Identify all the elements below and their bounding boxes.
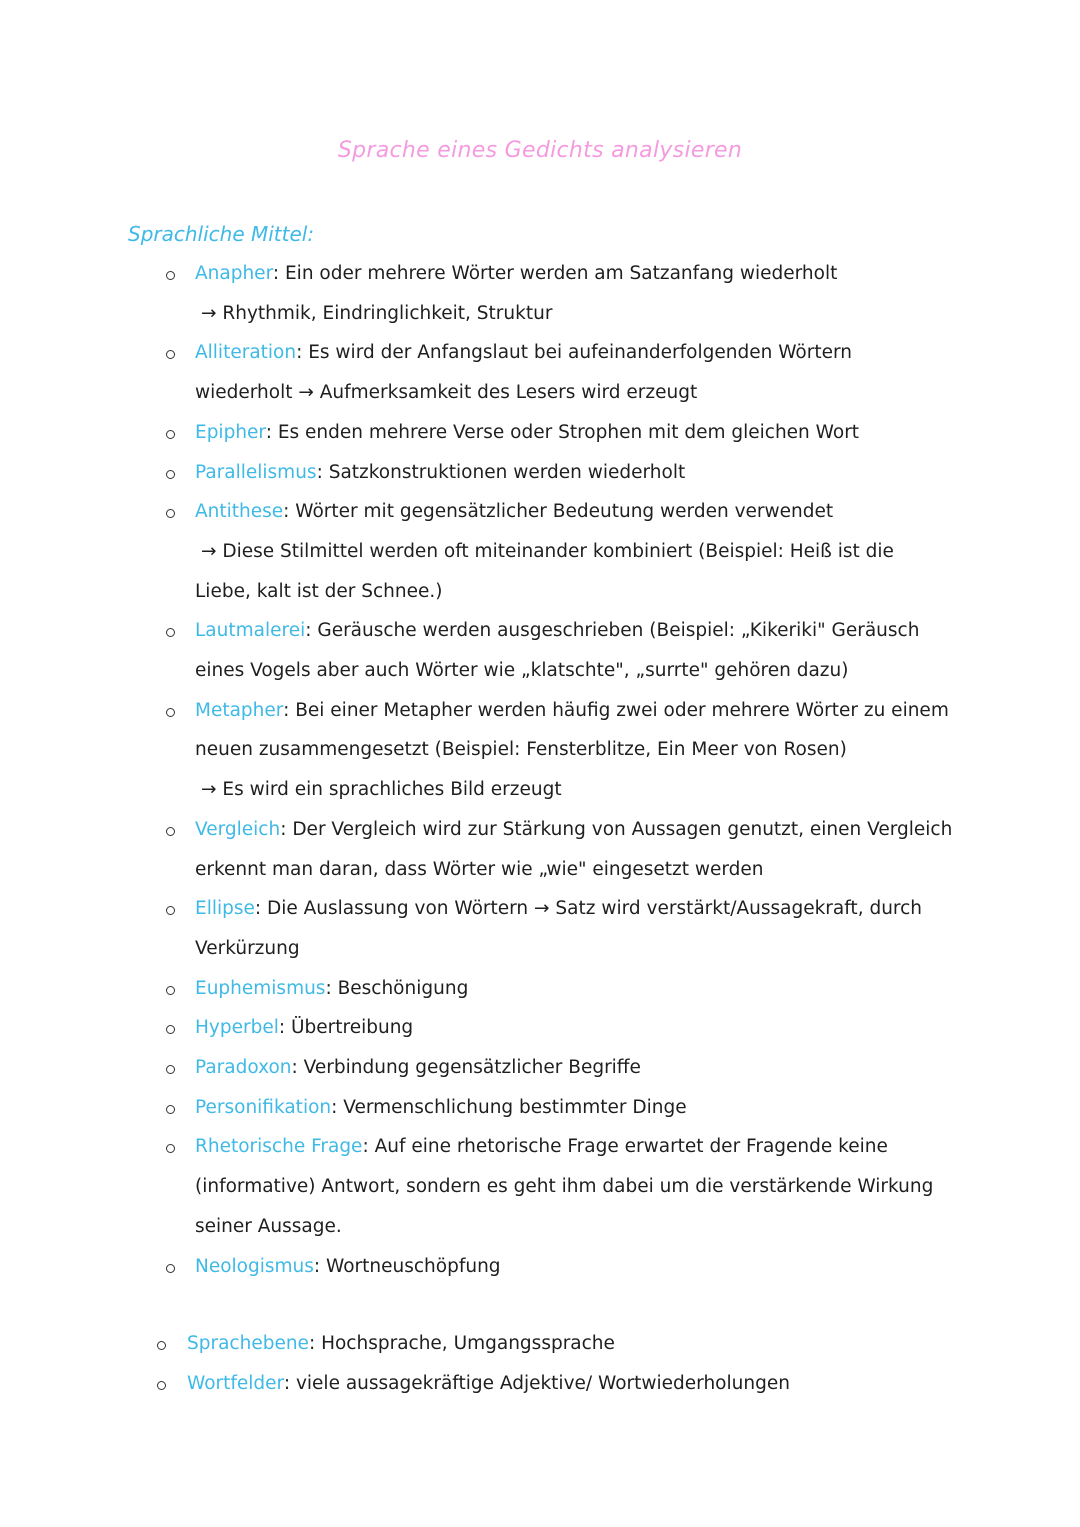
term-definition-continued: seiner Aussage. bbox=[195, 1215, 342, 1237]
bullet-marker bbox=[166, 906, 175, 915]
list-item-line bbox=[195, 1135, 888, 1159]
list-item-line bbox=[195, 858, 764, 882]
term-definition: Die Auslassung von Wörtern → Satz wird verstärkt/Aussagekraft, durch bbox=[267, 898, 923, 920]
term-label: Vergleich bbox=[195, 818, 281, 840]
list-item-line bbox=[195, 381, 697, 405]
term-definition-continued: erkennt man daran, dass Wörter wie „wie" eingesetzt werden bbox=[195, 858, 764, 880]
term-definition-continued: eines Vogels aber auch Wörter wie „klatschte", „surrte" gehören dazu) bbox=[195, 660, 849, 681]
term-definition-continued: (informative) Antwort, sondern es geht ihm dabei um die verstärkende Wirkung bbox=[195, 1176, 934, 1198]
bullet-marker bbox=[157, 1381, 166, 1390]
term-label: Rhetorische Frage bbox=[195, 1136, 363, 1158]
term-definition-continued: → Diese Stilmittel werden oft miteinander kombiniert (Beispiel: Heiß ist die bbox=[201, 540, 894, 562]
term-label: Epipher bbox=[195, 421, 266, 443]
list-item-line bbox=[201, 302, 552, 326]
term-label: Euphemismus bbox=[195, 977, 326, 999]
term-definition: Ein oder mehrere Wörter werden am Satzanfang wiederholt bbox=[284, 263, 838, 284]
list-item-line bbox=[195, 619, 919, 643]
bullet-marker bbox=[166, 430, 175, 439]
term-label: Paradoxon bbox=[195, 1057, 292, 1078]
term-label: Hyperbel bbox=[195, 1017, 279, 1039]
list-item-line bbox=[195, 1175, 933, 1199]
term-definition: Beschönigung bbox=[337, 977, 469, 999]
list-item-line bbox=[195, 580, 442, 604]
term-separator: : bbox=[291, 1057, 304, 1078]
term-label: Ellipse bbox=[195, 898, 255, 920]
list-item-line bbox=[187, 1332, 615, 1356]
term-definition: Es enden mehrere Verse oder Strophen mit dem gleichen Wort bbox=[277, 421, 860, 443]
term-definition: Übertreibung bbox=[290, 1017, 414, 1039]
bullet-marker bbox=[166, 509, 175, 518]
term-definition-continued: neuen zusammengesetzt (Beispiel: Fensterblitze, Ein Meer von Rosen) bbox=[195, 739, 847, 761]
bullet-marker bbox=[166, 470, 175, 479]
list-item-line bbox=[195, 659, 848, 683]
list-item-line bbox=[195, 738, 847, 762]
bullet-marker bbox=[166, 628, 175, 637]
term-definition-continued: Verkürzung bbox=[195, 937, 300, 959]
list-item-line bbox=[195, 1255, 501, 1279]
term-separator: : bbox=[254, 898, 267, 920]
bullet-marker bbox=[166, 1144, 175, 1153]
term-separator: : bbox=[313, 1255, 327, 1277]
term-label: Anapher bbox=[195, 263, 273, 284]
term-definition: Verbindung gegensätzlicher Begriffe bbox=[303, 1057, 641, 1078]
list-item-line bbox=[195, 977, 468, 1001]
term-label: Alliteration bbox=[195, 342, 297, 364]
term-definition-continued: → Es wird ein sprachliches Bild erzeugt bbox=[201, 779, 562, 801]
term-definition: Satzkonstruktionen werden wiederholt bbox=[328, 461, 686, 483]
list-item-line bbox=[195, 1096, 687, 1120]
bullet-marker bbox=[166, 1264, 175, 1273]
term-separator: : bbox=[316, 461, 329, 483]
term-label: Parallelismus bbox=[195, 461, 317, 483]
term-separator: : bbox=[272, 263, 285, 284]
term-definition: Es wird der Anfangslaut bei aufeinanderfolgenden Wörtern bbox=[308, 342, 852, 364]
term-label: Lautmalerei bbox=[195, 620, 306, 642]
bullet-marker bbox=[166, 350, 175, 359]
list-item-line bbox=[195, 1016, 413, 1040]
list-item-line bbox=[195, 818, 952, 842]
page-title: Sprache eines Gedichts analysieren bbox=[337, 138, 743, 163]
list-item-line bbox=[195, 937, 300, 961]
term-definition: Vermenschlichung bestimmter Dinge bbox=[343, 1096, 687, 1118]
term-label: Antithese bbox=[195, 501, 284, 523]
section-heading: Sprachliche Mittel: bbox=[128, 222, 315, 246]
term-definition: Auf eine rhetorische Frage erwartet der Fragende keine bbox=[374, 1136, 888, 1158]
term-separator: : bbox=[265, 421, 278, 443]
term-separator: : bbox=[278, 1017, 291, 1039]
term-separator: : bbox=[296, 342, 309, 364]
bullet-marker bbox=[166, 271, 175, 280]
term-label: Personifikation bbox=[195, 1096, 332, 1118]
bullet-marker bbox=[166, 986, 175, 995]
list-item-line bbox=[195, 421, 859, 445]
term-definition: Wortneuschöpfung bbox=[326, 1255, 501, 1277]
term-separator: : bbox=[325, 977, 338, 999]
term-separator: : bbox=[305, 620, 318, 642]
list-item-line bbox=[195, 500, 833, 524]
bullet-marker bbox=[166, 1105, 175, 1114]
term-definition-continued: → Rhythmik, Eindringlichkeit, Struktur bbox=[201, 302, 553, 324]
term-definition-continued: Liebe, kalt ist der Schnee.) bbox=[195, 580, 443, 602]
list-item-line bbox=[201, 778, 562, 802]
term-separator: : bbox=[331, 1096, 344, 1118]
list-item-line bbox=[201, 540, 894, 564]
term-separator: : bbox=[362, 1136, 375, 1158]
term-definition: viele aussagekräftige Adjektive/ Wortwiederholungen bbox=[295, 1372, 790, 1394]
term-label: Wortfelder bbox=[187, 1372, 284, 1394]
term-definition: Bei einer Metapher werden häufig zwei oder mehrere Wörter zu einem bbox=[295, 699, 949, 721]
list-item-line bbox=[195, 1056, 641, 1080]
list-item-line bbox=[195, 897, 922, 921]
term-definition: Wörter mit gegensätzlicher Bedeutung werden verwendet bbox=[295, 501, 834, 523]
list-item-line bbox=[187, 1372, 790, 1396]
term-label: Neologismus bbox=[195, 1255, 314, 1277]
term-definition: Hochsprache, Umgangssprache bbox=[321, 1333, 615, 1354]
bullet-marker bbox=[166, 1065, 175, 1074]
list-item-line bbox=[195, 341, 852, 365]
term-separator: : bbox=[283, 699, 296, 721]
term-separator: : bbox=[308, 1333, 322, 1354]
list-item-line bbox=[195, 699, 949, 723]
term-label: Metapher bbox=[195, 699, 284, 721]
bullet-marker bbox=[157, 1341, 166, 1350]
term-separator: : bbox=[283, 1372, 296, 1394]
list-item-line bbox=[195, 262, 837, 286]
term-definition: Geräusche werden ausgeschrieben (Beispiel: „Kikeriki" Geräusch bbox=[317, 620, 920, 642]
list-item-line bbox=[195, 461, 685, 485]
term-separator: : bbox=[283, 501, 296, 523]
term-definition-continued: wiederholt → Aufmerksamkeit des Lesers wird erzeugt bbox=[195, 382, 698, 404]
list-item-line bbox=[195, 1215, 342, 1239]
bullet-marker bbox=[166, 708, 175, 717]
term-definition: Der Vergleich wird zur Stärkung von Aussagen genutzt, einen Vergleich bbox=[292, 818, 953, 840]
bullet-marker bbox=[166, 1025, 175, 1034]
bullet-marker bbox=[166, 827, 175, 836]
term-separator: : bbox=[280, 818, 293, 840]
term-label: Sprachebene bbox=[187, 1333, 309, 1354]
